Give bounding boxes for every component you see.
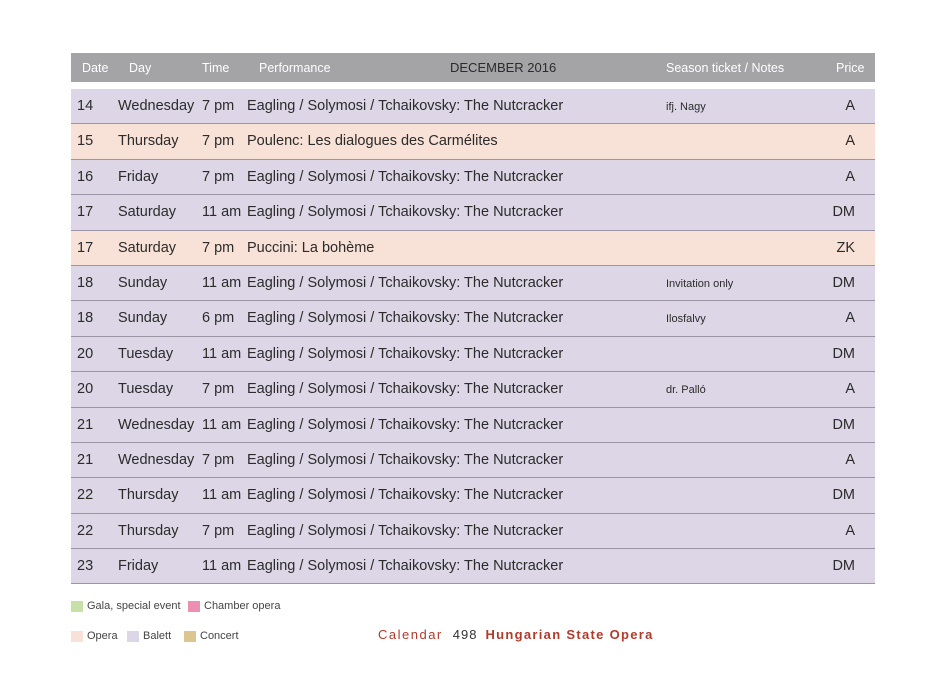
row-date: 14 [77,98,94,114]
header-date: Date [82,61,109,75]
row-price: DM [832,274,855,291]
row-date: 18 [77,274,94,291]
row-performance: Eagling / Solymosi / Tchaikovsky: The Nutcracker [247,558,564,575]
table-row [71,478,875,513]
legend-balett-label: Balett [143,630,172,642]
table-row [71,337,875,372]
row-price: A [845,310,855,327]
row-time: 7 pm [202,522,235,539]
row-date: 22 [77,522,94,539]
opera-swatch [71,631,83,642]
legend-concert-label: Concert [200,630,239,642]
row-note: Ilosfalvy [666,313,706,326]
row-time: 7 pm [202,133,235,150]
row-day: Tuesday [118,381,174,398]
row-note: ifj. Nagy [666,101,706,113]
row-price: DM [832,487,855,504]
table-row [71,266,875,301]
table-row [71,89,875,124]
header-performance: Performance [259,61,331,75]
table-row [71,160,875,195]
row-price: A [845,522,855,539]
row-time: 11 am [202,274,242,291]
row-time: 11 am [202,345,242,362]
row-day: Saturday [118,204,177,221]
gala-swatch [71,601,83,612]
page-footer [378,627,654,642]
row-performance: Eagling / Solymosi / Tchaikovsky: The Nutcracker [247,381,564,398]
balett-swatch [127,631,139,642]
row-day: Sunday [118,310,168,327]
row-time: 11 am [202,416,242,433]
table-row [71,195,875,230]
row-date: 17 [77,204,94,221]
header-price: Price [836,61,865,75]
row-price: ZK [836,239,855,256]
table-row [71,301,875,336]
row-performance: Eagling / Solymosi / Tchaikovsky: The Nutcracker [247,345,564,362]
row-day: Thursday [118,133,179,150]
row-time: 11 am [202,487,242,504]
footer-calendar: Calendar [378,627,443,642]
row-date: 21 [77,416,94,433]
row-performance: Poulenc: Les dialogues des Carmélites [247,133,498,150]
row-performance: Eagling / Solymosi / Tchaikovsky: The Nutcracker [247,522,564,539]
row-day: Thursday [118,522,179,539]
table-row [71,408,875,443]
row-performance: Eagling / Solymosi / Tchaikovsky: The Nutcracker [247,416,564,433]
row-performance: Eagling / Solymosi / Tchaikovsky: The Nutcracker [247,487,564,504]
row-performance: Eagling / Solymosi / Tchaikovsky: The Nutcracker [247,204,564,221]
row-day: Wednesday [118,451,195,468]
row-time: 7 pm [202,239,235,256]
row-time: 7 pm [202,98,235,114]
row-time: 6 pm [202,310,235,327]
row-price: DM [832,558,855,575]
legend-opera-label: Opera [87,630,118,642]
table-header [71,53,875,82]
row-price: A [845,381,855,398]
row-price: DM [832,416,855,433]
row-price: A [845,168,855,185]
row-performance: Eagling / Solymosi / Tchaikovsky: The Nutcracker [247,168,564,185]
table-row [71,514,875,549]
row-day: Wednesday [118,416,195,433]
table-row [71,372,875,407]
row-time: 7 pm [202,168,235,185]
row-note: dr. Palló [666,384,706,397]
row-date: 15 [77,133,94,150]
row-date: 17 [77,239,94,256]
row-time: 11 am [202,558,242,575]
row-day: Saturday [118,239,177,256]
row-date: 23 [77,558,94,575]
chamber-swatch [188,601,200,612]
row-day: Friday [118,168,159,185]
row-time: 7 pm [202,451,235,468]
row-price: A [845,98,855,114]
row-price: A [845,451,855,468]
row-date: 16 [77,168,94,185]
row-day: Sunday [118,274,168,291]
table-row [71,231,875,266]
row-price: A [845,133,855,150]
table-row [71,124,875,159]
footer-org: Hungarian State Opera [485,627,654,642]
row-date: 20 [77,381,94,398]
row-date: 21 [77,451,94,468]
row-performance: Puccini: La bohème [247,239,375,256]
header-notes: Season ticket / Notes [666,61,785,75]
legend-chamber-label: Chamber opera [204,600,281,612]
row-date: 20 [77,345,94,362]
row-price: DM [832,345,855,362]
row-time: 11 am [202,204,242,221]
header-day: Day [129,61,152,75]
row-date: 22 [77,487,94,504]
header-time: Time [202,61,230,75]
row-performance: Eagling / Solymosi / Tchaikovsky: The Nutcracker [247,310,564,327]
row-price: DM [832,204,855,221]
legend-gala-label: Gala, special event [87,600,181,612]
table-row [71,443,875,478]
row-day: Thursday [118,487,179,504]
row-performance: Eagling / Solymosi / Tchaikovsky: The Nutcracker [247,274,564,291]
row-performance: Eagling / Solymosi / Tchaikovsky: The Nutcracker [247,451,564,468]
row-day: Friday [118,558,159,575]
page-number: 498 [452,627,478,642]
row-day: Wednesday [118,98,195,114]
row-date: 18 [77,310,94,327]
row-day: Tuesday [118,345,174,362]
row-time: 7 pm [202,381,235,398]
row-performance: Eagling / Solymosi / Tchaikovsky: The Nutcracker [247,98,564,114]
page-title: DECEMBER 2016 [450,60,557,75]
table-row [71,549,875,584]
concert-swatch [184,631,196,642]
schedule-table [71,89,875,584]
row-note: Invitation only [666,277,734,290]
